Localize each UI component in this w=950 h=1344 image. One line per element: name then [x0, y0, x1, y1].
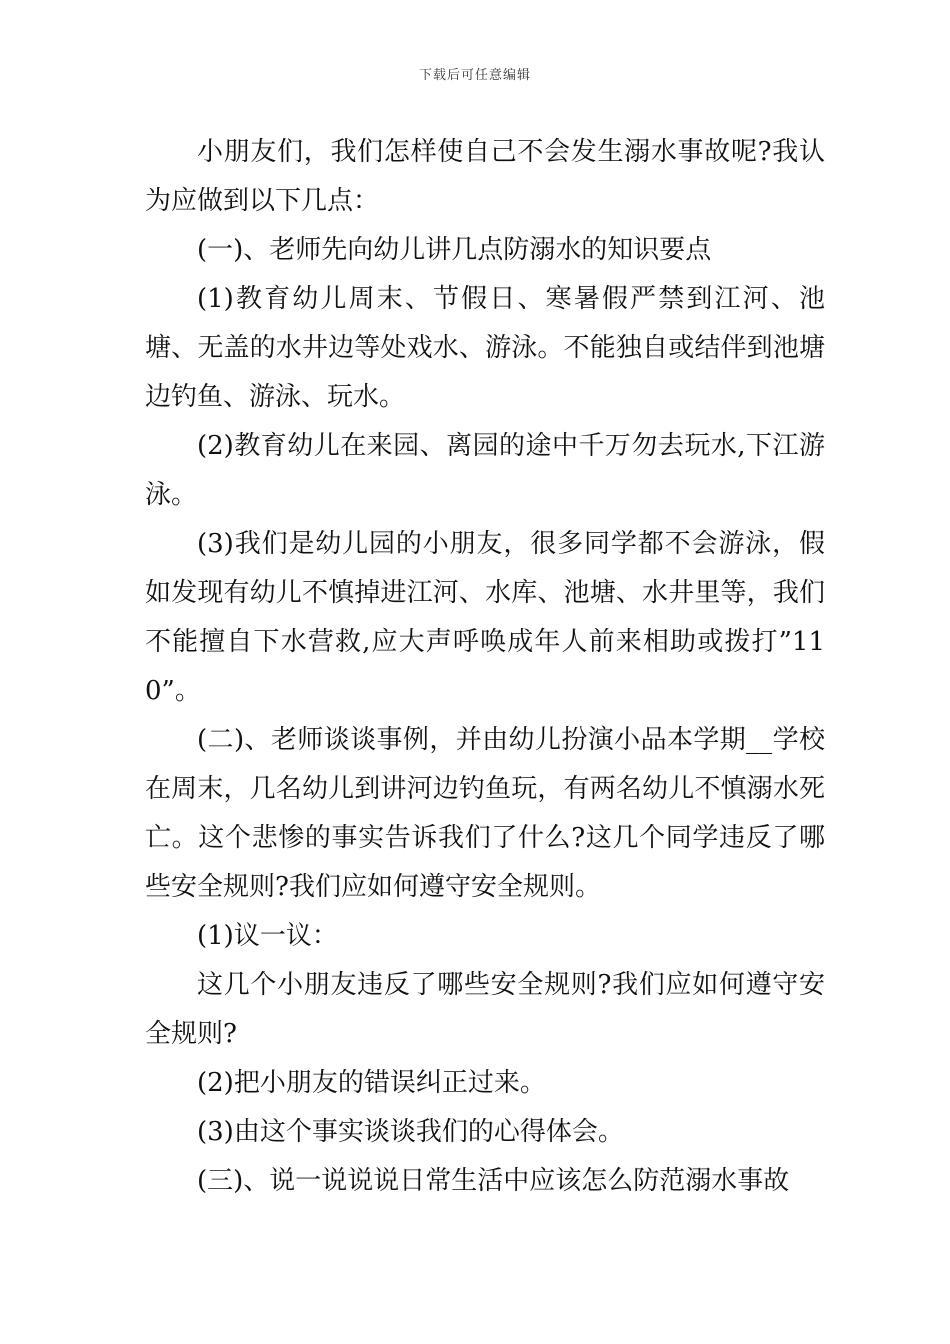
list-item-2-2: (2)把小朋友的错误纠正过来。	[197, 1068, 546, 1098]
paragraph-intro: 小朋友们，我们怎样使自己不会发生溺水事故呢?我认为应做到以下几点：	[145, 137, 825, 216]
list-item-1-1: (1)教育幼儿周末、节假日、寒暑假严禁到江河、池塘、无盖的水井边等处戏水、游泳。不能独自或结伴到池塘边钓鱼、游泳、玩水。	[145, 284, 825, 412]
list-item-1-3: (3)我们是幼儿园的小朋友，很多同学都不会游泳，假如发现有幼儿不慎掉进江河、水库、池塘、水井里等，我们不能擅自下水营救,应大声呼唤成年人前来相助或拨打”110”。	[145, 529, 825, 706]
page-header-note: 下载后可任意编辑	[418, 68, 531, 83]
list-item-2-1: (1)议一议：	[197, 921, 338, 951]
section-heading-1: (一)、老师先向幼儿讲几点防溺水的知识要点	[197, 235, 712, 265]
document-body	[145, 128, 825, 1206]
section-heading-2: (二)、老师谈谈事例，并由幼儿扮演小品本学期__学校在周末，几名幼儿到讲河边钓鱼玩，有两名幼儿不慎溺水死亡。这个悲惨的事实告诉我们了什么?这几个同学违反了哪些安全规则?我们应如何遵守安全规则。	[145, 725, 825, 902]
list-item-2-3: (3)由这个事实谈谈我们的心得体会。	[197, 1117, 624, 1147]
list-item-1-2: (2)教育幼儿在来园、离园的途中千万勿去玩水,下江游泳。	[145, 431, 825, 510]
section-heading-3: (三)、说一说说说日常生活中应该怎么防范溺水事故	[197, 1166, 790, 1196]
paragraph-discussion: 这几个小朋友违反了哪些安全规则?我们应如何遵守安全规则?	[145, 970, 825, 1049]
